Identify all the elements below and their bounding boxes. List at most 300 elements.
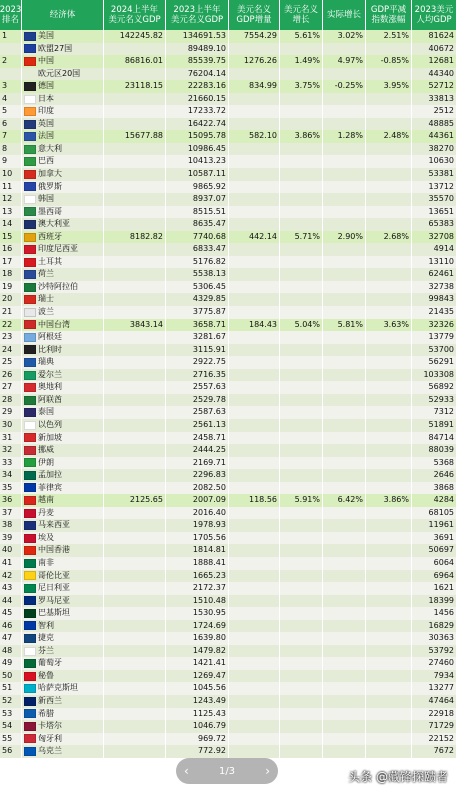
gdp-increment-cell — [229, 482, 280, 495]
real-growth-cell — [323, 181, 366, 194]
table-row — [0, 155, 456, 168]
rank-cell: 4 — [0, 93, 22, 106]
gdp-increment-cell — [229, 143, 280, 156]
nominal-growth-cell — [280, 745, 323, 758]
gdp-2024h1-cell — [104, 720, 166, 733]
per-capita-cell: 44361 — [428, 131, 454, 141]
flag-icon — [24, 82, 36, 91]
rank-cell: 29 — [0, 406, 22, 419]
rank-cell: 43 — [0, 582, 22, 595]
economy-cell — [22, 595, 104, 608]
real-growth-cell — [323, 118, 366, 131]
deflator-cell — [366, 645, 412, 658]
deflator-cell: 3.95% — [366, 80, 412, 93]
deflator-cell — [366, 369, 412, 382]
table-row — [0, 218, 456, 231]
economy-cell — [22, 331, 104, 344]
economy-name: 尼日利亚 — [38, 583, 70, 593]
gdp-2024h1-cell — [104, 632, 166, 645]
economy-cell — [22, 419, 104, 432]
chevron-right-icon[interactable]: › — [265, 764, 270, 778]
nominal-growth-cell — [280, 369, 323, 382]
gdp-increment-cell — [229, 670, 280, 683]
rank-cell: 10 — [0, 168, 22, 181]
gdp-2023h1-cell: 1479.82 — [166, 645, 229, 658]
real-growth-cell — [323, 168, 366, 181]
rank-cell: 30 — [0, 419, 22, 432]
real-growth-cell — [323, 381, 366, 394]
per-capita-cell: 1456 — [433, 608, 454, 618]
nominal-growth-cell — [280, 595, 323, 608]
gdp-2023h1-cell: 10587.11 — [166, 168, 229, 181]
per-capita-cell: 22152 — [428, 733, 454, 743]
per-capita-cell: 71729 — [428, 721, 454, 731]
table-row — [0, 381, 456, 394]
real-growth-cell: -0.25% — [323, 80, 366, 93]
flag-icon — [24, 584, 36, 593]
nominal-growth-cell — [280, 695, 323, 708]
economy-cell — [22, 733, 104, 746]
economy-name: 芬兰 — [38, 645, 54, 655]
gdp-increment-cell — [229, 419, 280, 432]
nominal-growth-cell — [280, 68, 323, 81]
economy-cell — [22, 482, 104, 495]
real-growth-cell: 6.42% — [323, 494, 366, 507]
nominal-growth-cell — [280, 682, 323, 695]
real-growth-cell — [323, 356, 366, 369]
gdp-2024h1-cell — [104, 168, 166, 181]
gdp-increment-cell — [229, 557, 280, 570]
gdp-2023h1-cell: 1125.43 — [166, 708, 229, 721]
deflator-cell — [366, 381, 412, 394]
gdp-2023h1-cell: 3281.67 — [166, 331, 229, 344]
rank-cell: 9 — [0, 155, 22, 168]
gdp-2023h1-cell: 2172.37 — [166, 582, 229, 595]
real-growth-cell — [323, 93, 366, 106]
rank-cell: 36 — [0, 494, 22, 507]
deflator-cell — [366, 306, 412, 319]
flag-icon — [24, 483, 36, 492]
table-row — [0, 620, 456, 633]
economy-cell — [22, 469, 104, 482]
table-row — [0, 419, 456, 432]
chevron-left-icon[interactable]: ‹ — [184, 764, 189, 778]
nominal-growth-cell: 3.86% — [280, 130, 323, 143]
per-capita-cell: 18399 — [428, 595, 454, 605]
economy-name: 瑞士 — [38, 294, 54, 304]
flag-icon — [24, 383, 36, 392]
gdp-increment-cell — [229, 519, 280, 532]
rank-cell: 8 — [0, 143, 22, 156]
rank-cell: 51 — [0, 682, 22, 695]
flag-icon — [24, 333, 36, 342]
flag-icon — [24, 320, 36, 329]
nominal-growth-cell — [280, 43, 323, 56]
table-row — [0, 745, 456, 758]
gdp-increment-cell — [229, 281, 280, 294]
nominal-growth-cell: 3.75% — [280, 80, 323, 93]
economy-name: 捷克 — [38, 633, 54, 643]
gdp-2023h1-cell: 5538.13 — [166, 268, 229, 281]
rank-cell: 53 — [0, 708, 22, 721]
economy-cell — [22, 519, 104, 532]
rank-cell — [0, 68, 22, 81]
gdp-2024h1-cell — [104, 457, 166, 470]
per-capita-cell: 99843 — [428, 294, 454, 304]
real-growth-cell: 2.90% — [323, 231, 366, 244]
economy-cell — [22, 118, 104, 131]
gdp-2023h1-cell: 6833.47 — [166, 243, 229, 256]
gdp-2024h1-cell — [104, 206, 166, 219]
table-row — [0, 356, 456, 369]
economy-name: 新西兰 — [38, 695, 62, 705]
per-capita-cell: 11961 — [428, 520, 454, 530]
gdp-2023h1-cell: 5176.82 — [166, 256, 229, 269]
gdp-2024h1-cell: 142245.82 — [104, 30, 166, 43]
table-row — [0, 733, 456, 746]
gdp-2024h1-cell: 2125.65 — [104, 494, 166, 507]
per-capita-cell: 38270 — [428, 143, 454, 153]
gdp-increment-cell — [229, 68, 280, 81]
economy-name: 加拿大 — [38, 169, 62, 179]
per-capita-cell: 65383 — [428, 219, 454, 229]
deflator-cell — [366, 168, 412, 181]
flag-icon — [24, 596, 36, 605]
gdp-increment-cell — [229, 155, 280, 168]
rank-cell: 13 — [0, 206, 22, 219]
gdp-2023h1-cell: 1046.79 — [166, 720, 229, 733]
table-row — [0, 695, 456, 708]
economy-name: 印度 — [38, 106, 54, 116]
gdp-increment-cell: 442.14 — [229, 231, 280, 244]
nominal-growth-cell — [280, 344, 323, 357]
economy-cell — [22, 507, 104, 520]
table-row — [0, 457, 456, 470]
gdp-2024h1-cell — [104, 181, 166, 194]
nominal-growth-cell — [280, 670, 323, 683]
economy-cell — [22, 645, 104, 658]
table-row — [0, 143, 456, 156]
gdp-increment-cell — [229, 733, 280, 746]
rank-cell: 52 — [0, 695, 22, 708]
table-row — [0, 231, 456, 244]
gdp-increment-cell — [229, 457, 280, 470]
table-row — [0, 444, 456, 457]
flag-icon — [24, 684, 36, 693]
rank-cell: 34 — [0, 469, 22, 482]
gdp-2024h1-cell — [104, 507, 166, 520]
real-growth-cell — [323, 645, 366, 658]
header-2023h1-gdp: 2023上半年 美元名义GDP — [166, 0, 229, 30]
economy-name: 荷兰 — [38, 269, 54, 279]
gdp-2024h1-cell — [104, 268, 166, 281]
economy-name: 乌克兰 — [38, 746, 62, 756]
flag-icon — [24, 283, 36, 292]
nominal-growth-cell: 5.71% — [280, 231, 323, 244]
gdp-increment-cell — [229, 118, 280, 131]
flag-icon — [24, 233, 36, 242]
gdp-2023h1-cell: 1421.41 — [166, 657, 229, 670]
gdp-2023h1-cell: 8937.07 — [166, 193, 229, 206]
gdp-2023h1-cell: 772.92 — [166, 745, 229, 758]
per-capita-cell: 47464 — [428, 695, 454, 705]
economy-cell — [22, 557, 104, 570]
gdp-increment-cell — [229, 708, 280, 721]
per-capita-cell: 52712 — [428, 81, 454, 91]
economy-cell — [22, 168, 104, 181]
table-row — [0, 708, 456, 721]
economy-cell — [22, 344, 104, 357]
economy-name: 伊朗 — [38, 457, 54, 467]
gdp-2023h1-cell: 89489.10 — [166, 43, 229, 56]
flag-icon — [24, 621, 36, 630]
per-capita-cell: 5368 — [433, 457, 454, 467]
real-growth-cell — [323, 369, 366, 382]
nominal-growth-cell — [280, 632, 323, 645]
real-growth-cell — [323, 306, 366, 319]
nominal-growth-cell — [280, 544, 323, 557]
table-row — [0, 645, 456, 658]
gdp-increment-cell — [229, 168, 280, 181]
flag-icon — [24, 57, 36, 66]
nominal-growth-cell — [280, 143, 323, 156]
per-capita-cell: 50697 — [428, 545, 454, 555]
deflator-cell — [366, 268, 412, 281]
gdp-2023h1-cell: 1530.95 — [166, 607, 229, 620]
table-row — [0, 130, 456, 143]
nominal-growth-cell — [280, 206, 323, 219]
flag-icon — [24, 295, 36, 304]
gdp-2023h1-cell: 1978.93 — [166, 519, 229, 532]
deflator-cell — [366, 218, 412, 231]
gdp-2024h1-cell — [104, 406, 166, 419]
gdp-increment-cell — [229, 645, 280, 658]
flag-icon — [24, 521, 36, 530]
per-capita-cell: 2512 — [433, 106, 454, 116]
flag-icon — [24, 659, 36, 668]
economy-cell — [22, 745, 104, 758]
deflator-cell — [366, 733, 412, 746]
economy-cell — [22, 93, 104, 106]
gdp-2024h1-cell — [104, 469, 166, 482]
table-row — [0, 607, 456, 620]
economy-name: 俄罗斯 — [38, 181, 62, 191]
economy-cell — [22, 30, 104, 43]
deflator-cell — [366, 118, 412, 131]
nominal-growth-cell — [280, 331, 323, 344]
nominal-growth-cell — [280, 193, 323, 206]
watermark: 头条 @藏锋探赜者 — [348, 770, 448, 784]
deflator-cell: 2.68% — [366, 231, 412, 244]
header-rank: 2023 排名 — [0, 0, 22, 30]
economy-cell — [22, 444, 104, 457]
economy-name: 西班牙 — [38, 231, 62, 241]
deflator-cell — [366, 406, 412, 419]
nominal-growth-cell — [280, 482, 323, 495]
rank-cell: 44 — [0, 595, 22, 608]
nominal-growth-cell — [280, 281, 323, 294]
deflator-cell — [366, 519, 412, 532]
gdp-increment-cell — [229, 607, 280, 620]
economy-cell — [22, 682, 104, 695]
rank-cell: 46 — [0, 620, 22, 633]
flag-icon — [24, 95, 36, 104]
gdp-2024h1-cell — [104, 432, 166, 445]
per-capita-cell: 13779 — [428, 332, 454, 342]
nominal-growth-cell — [280, 519, 323, 532]
economy-cell — [22, 105, 104, 118]
rank-cell: 39 — [0, 532, 22, 545]
gdp-2024h1-cell — [104, 595, 166, 608]
image-pager[interactable] — [176, 758, 278, 784]
real-growth-cell — [323, 544, 366, 557]
table-row — [0, 118, 456, 131]
per-capita-cell: 16829 — [428, 620, 454, 630]
economy-name: 美国 — [38, 31, 54, 40]
economy-cell — [22, 43, 104, 56]
gdp-2024h1-cell — [104, 482, 166, 495]
per-capita-cell: 68105 — [428, 507, 454, 517]
gdp-2023h1-cell: 2716.35 — [166, 369, 229, 382]
rank-cell: 45 — [0, 607, 22, 620]
real-growth-cell: 1.28% — [323, 130, 366, 143]
deflator-cell: 2.48% — [366, 130, 412, 143]
table-row — [0, 632, 456, 645]
rank-cell: 3 — [0, 80, 22, 93]
rank-cell: 22 — [0, 319, 22, 332]
flag-icon — [24, 408, 36, 417]
gdp-2024h1-cell — [104, 243, 166, 256]
economy-cell — [22, 544, 104, 557]
gdp-2024h1-cell — [104, 105, 166, 118]
gdp-2024h1-cell — [104, 544, 166, 557]
nominal-growth-cell — [280, 620, 323, 633]
table-row — [0, 657, 456, 670]
real-growth-cell — [323, 607, 366, 620]
nominal-growth-cell — [280, 708, 323, 721]
gdp-increment-cell — [229, 306, 280, 319]
gdp-increment-cell — [229, 356, 280, 369]
economy-cell — [22, 394, 104, 407]
gdp-increment-cell — [229, 218, 280, 231]
table-row — [0, 80, 456, 93]
deflator-cell: 3.63% — [366, 319, 412, 332]
gdp-2024h1-cell — [104, 118, 166, 131]
economy-name: 德国 — [38, 81, 54, 91]
per-capita-cell: 1621 — [433, 583, 454, 593]
per-capita-cell: 13110 — [428, 256, 454, 266]
per-capita-cell: 6064 — [433, 557, 454, 567]
rank-cell: 26 — [0, 369, 22, 382]
economy-name: 韩国 — [38, 194, 54, 204]
per-capita-cell: 56892 — [428, 382, 454, 392]
rank-cell: 55 — [0, 733, 22, 746]
nominal-growth-cell — [280, 457, 323, 470]
nominal-growth-cell — [280, 168, 323, 181]
rank-cell: 50 — [0, 670, 22, 683]
flag-icon — [24, 44, 36, 53]
per-capita-cell: 51891 — [428, 419, 454, 429]
rank-cell: 31 — [0, 432, 22, 445]
economy-name: 中国台湾 — [38, 319, 70, 329]
gdp-2024h1-cell — [104, 670, 166, 683]
nominal-growth-cell — [280, 532, 323, 545]
table-row — [0, 55, 456, 68]
per-capita-cell: 81624 — [428, 31, 454, 40]
economy-name: 奥地利 — [38, 382, 62, 392]
deflator-cell — [366, 457, 412, 470]
nominal-growth-cell — [280, 406, 323, 419]
table-row — [0, 469, 456, 482]
rank-cell: 1 — [0, 30, 22, 43]
table-row — [0, 369, 456, 382]
per-capita-cell: 84714 — [428, 432, 454, 442]
real-growth-cell — [323, 582, 366, 595]
flag-icon — [24, 433, 36, 442]
gdp-increment-cell: 184.43 — [229, 319, 280, 332]
gdp-2024h1-cell — [104, 582, 166, 595]
per-capita-cell: 7672 — [433, 746, 454, 756]
per-capita-cell: 103308 — [423, 369, 454, 379]
nominal-growth-cell — [280, 720, 323, 733]
gdp-2023h1-cell: 3115.91 — [166, 344, 229, 357]
flag-icon — [24, 308, 36, 317]
rank-cell: 6 — [0, 118, 22, 131]
gdp-increment-cell — [229, 745, 280, 758]
deflator-cell — [366, 745, 412, 758]
economy-name: 阿根廷 — [38, 332, 62, 342]
table-row — [0, 682, 456, 695]
gdp-increment-cell — [229, 682, 280, 695]
gdp-increment-cell: 834.99 — [229, 80, 280, 93]
gdp-2024h1-cell — [104, 733, 166, 746]
gdp-2023h1-cell: 134691.53 — [166, 30, 229, 43]
deflator-cell — [366, 695, 412, 708]
gdp-2023h1-cell: 2296.83 — [166, 469, 229, 482]
per-capita-cell: 4914 — [433, 244, 454, 254]
flag-icon — [24, 258, 36, 267]
gdp-increment-cell — [229, 181, 280, 194]
real-growth-cell — [323, 657, 366, 670]
gdp-increment-cell — [229, 620, 280, 633]
gdp-2023h1-cell: 1639.80 — [166, 632, 229, 645]
per-capita-cell: 30363 — [428, 633, 454, 643]
real-growth-cell — [323, 281, 366, 294]
gdp-2023h1-cell: 16422.74 — [166, 118, 229, 131]
gdp-2024h1-cell — [104, 68, 166, 81]
real-growth-cell — [323, 507, 366, 520]
table-row — [0, 293, 456, 306]
nominal-growth-cell — [280, 469, 323, 482]
per-capita-cell: 53700 — [428, 344, 454, 354]
rank-cell: 21 — [0, 306, 22, 319]
real-growth-cell — [323, 570, 366, 583]
gdp-2024h1-cell: 3843.14 — [104, 319, 166, 332]
nominal-growth-cell — [280, 306, 323, 319]
table-row — [0, 582, 456, 595]
nominal-growth-cell — [280, 507, 323, 520]
table-row — [0, 168, 456, 181]
economy-cell — [22, 80, 104, 93]
gdp-2023h1-cell: 8635.47 — [166, 218, 229, 231]
gdp-2023h1-cell: 2458.71 — [166, 432, 229, 445]
economy-cell — [22, 243, 104, 256]
gdp-2024h1-cell: 23118.15 — [104, 80, 166, 93]
economy-name: 越南 — [38, 495, 54, 505]
gdp-increment-cell — [229, 381, 280, 394]
gdp-2024h1-cell — [104, 43, 166, 56]
gdp-2023h1-cell: 21660.15 — [166, 93, 229, 106]
